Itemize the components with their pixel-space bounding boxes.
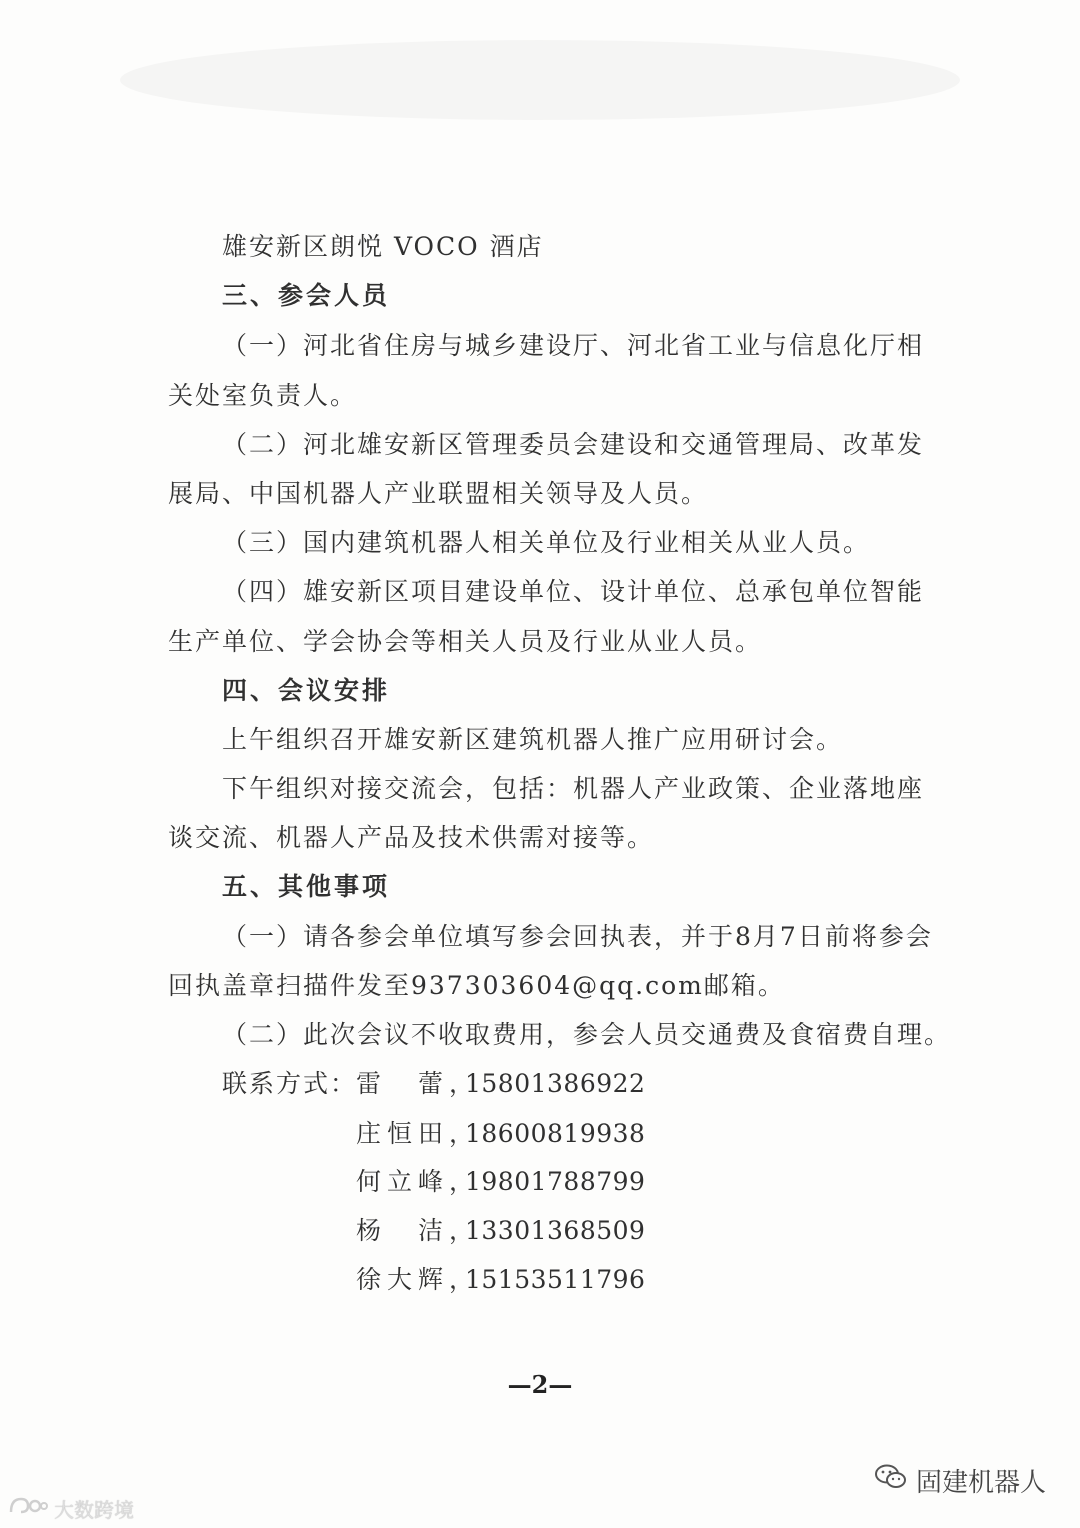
contact-phone: 15153511796 xyxy=(465,1265,646,1294)
section3-item2-line1: （二）河北雄安新区管理委员会建设和交通管理局、改革发 xyxy=(222,430,925,459)
section4-morning: 上午组织召开雄安新区建筑机器人推广应用研讨会。 xyxy=(222,725,844,754)
section3-item4-line2: 生产单位、学会协会等相关人员及行业从业人员。 xyxy=(168,627,763,656)
contact-name: 雷 蕾， xyxy=(356,1069,481,1098)
watermark-logo-icon xyxy=(8,1495,48,1522)
section3-item1-line1: （一）河北省住房与城乡建设厅、河北省工业与信息化厅相 xyxy=(222,331,925,360)
contact-phone: 19801788799 xyxy=(465,1167,646,1196)
contact-name: 杨 洁， xyxy=(356,1216,481,1245)
section4-afternoon-line1: 下午组织对接交流会，包括：机器人产业政策、企业落地座 xyxy=(222,774,925,803)
contact-name: 何立峰， xyxy=(356,1167,481,1196)
contact-phone: 13301368509 xyxy=(465,1216,646,1245)
contact-name: 庄恒田， xyxy=(356,1119,481,1148)
section4-afternoon-line2: 谈交流、机器人产品及技术供需对接等。 xyxy=(168,823,655,852)
watermark-left-text: 大数跨境 xyxy=(54,1498,134,1522)
section5-item2-line1: （二）此次会议不收取费用，参会人员交通费及食宿费自理。 xyxy=(222,1020,952,1049)
contacts-label: 联系方式： xyxy=(222,1069,358,1098)
section3-item4-line1: （四）雄安新区项目建设单位、设计单位、总承包单位智能 xyxy=(222,577,925,606)
section5-item1-line2: 回执盖章扫描件发至937303604@qq.com邮箱。 xyxy=(168,971,785,1000)
section4-heading: 四、会议安排 xyxy=(222,676,391,705)
wechat-icon xyxy=(874,1463,908,1498)
section3-heading: 三、参会人员 xyxy=(222,281,391,310)
section5-item1-line1: （一）请各参会单位填写参会回执表，并于8月7日前将参会 xyxy=(222,922,933,951)
watermark-right-text: 固建机器人 xyxy=(915,1468,1046,1498)
section3-item3-line1: （三）国内建筑机器人相关单位及行业相关从业人员。 xyxy=(222,528,871,557)
section3-item1-line2: 关处室负责人。 xyxy=(168,381,358,410)
page-number: —2— xyxy=(507,1370,573,1399)
contact-phone: 18600819938 xyxy=(465,1119,646,1148)
section3-item2-line2: 展局、中国机器人产业联盟相关领导及人员。 xyxy=(168,479,709,508)
contact-name: 徐大辉， xyxy=(356,1265,481,1294)
watermark-right xyxy=(874,1462,1046,1499)
venue-line: 雄安新区朗悦 VOCO 酒店 xyxy=(222,232,544,261)
watermark-left xyxy=(8,1494,134,1523)
contact-phone: 15801386922 xyxy=(465,1069,646,1098)
section5-heading: 五、其他事项 xyxy=(222,872,391,901)
scan-smudge xyxy=(120,40,960,120)
